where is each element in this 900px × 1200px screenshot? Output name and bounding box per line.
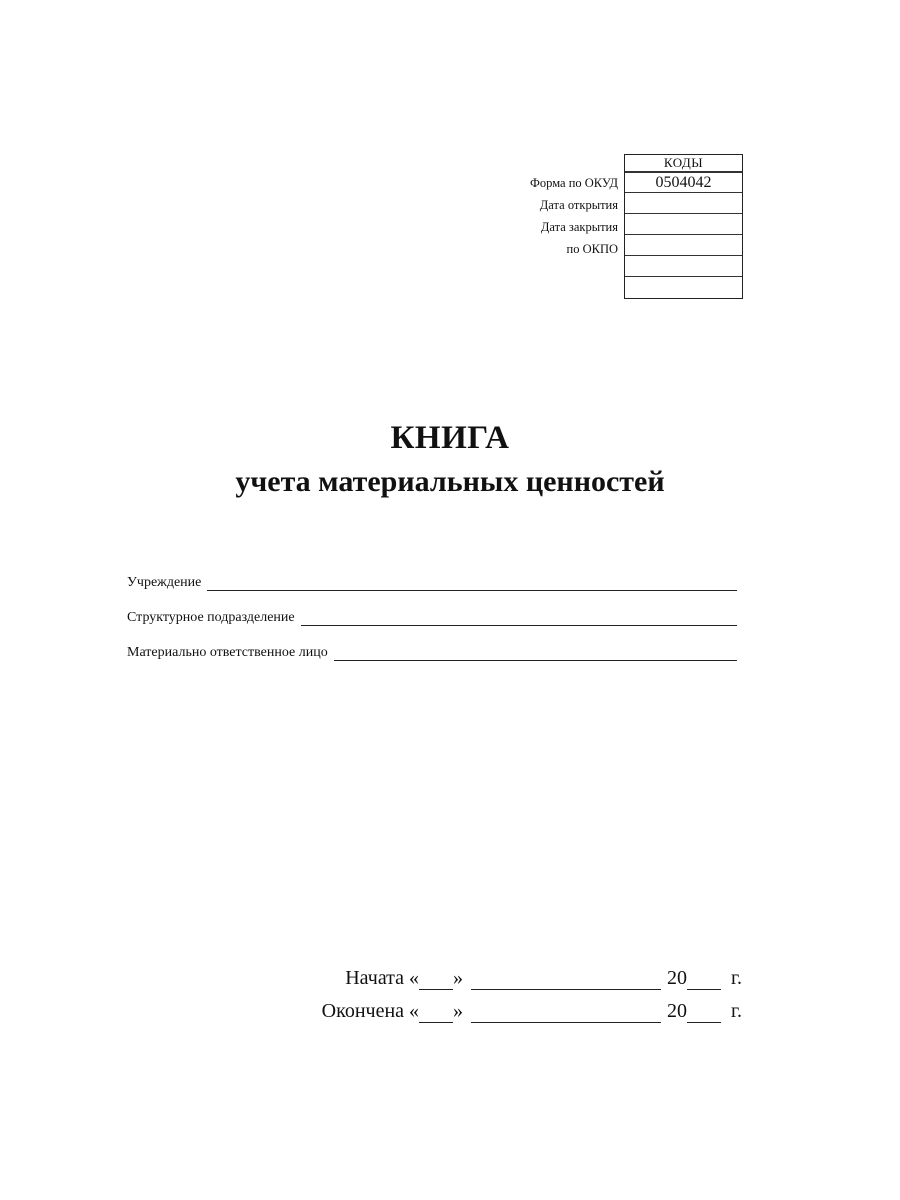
book-subtitle: учета материальных ценностей [235, 465, 665, 498]
started-label: Начата « [345, 967, 420, 989]
department-row [127, 610, 737, 626]
institution-row [127, 575, 737, 591]
extra-code-cell-1[interactable] [625, 256, 742, 277]
opening-date-cell[interactable] [625, 193, 742, 214]
ended-month-blank[interactable] [471, 1004, 661, 1023]
started-year-blank[interactable] [687, 971, 721, 990]
ended-year-blank[interactable] [687, 1004, 721, 1023]
institution-label: Учреждение [127, 575, 202, 590]
opening-date-label: Дата открытия [539, 198, 618, 212]
responsible-line[interactable] [334, 646, 737, 661]
started-year-suffix: г. [731, 967, 742, 989]
started-day-blank[interactable] [419, 971, 453, 990]
ended-century: 20 [667, 1000, 688, 1022]
extra-code-cell-2[interactable] [625, 277, 742, 298]
ended-year-suffix: г. [731, 1000, 742, 1022]
responsible-row [127, 645, 737, 661]
book-title: КНИГА [390, 420, 510, 456]
okud-code-cell[interactable]: 0504042 [625, 172, 742, 193]
started-date-row [345, 967, 742, 990]
codes-header: КОДЫ [625, 155, 742, 172]
okpo-label: по ОКПО [566, 242, 618, 256]
started-century: 20 [667, 967, 688, 989]
ended-date-row [322, 1000, 742, 1023]
institution-line[interactable] [207, 576, 737, 591]
started-month-blank[interactable] [471, 971, 661, 990]
department-label: Структурное подразделение [127, 610, 295, 625]
department-line[interactable] [301, 611, 737, 626]
ended-quote-close: » [453, 1000, 464, 1022]
codes-table [624, 154, 743, 299]
started-quote-close: » [453, 967, 464, 989]
ended-day-blank[interactable] [419, 1004, 453, 1023]
ended-label: Окончена « [321, 1000, 420, 1022]
okpo-code-cell[interactable] [625, 235, 742, 256]
closing-date-cell[interactable] [625, 214, 742, 235]
okud-label: Форма по ОКУД [530, 176, 618, 190]
closing-date-label: Дата закрытия [540, 220, 618, 234]
responsible-label: Материально ответственное лицо [127, 645, 328, 660]
